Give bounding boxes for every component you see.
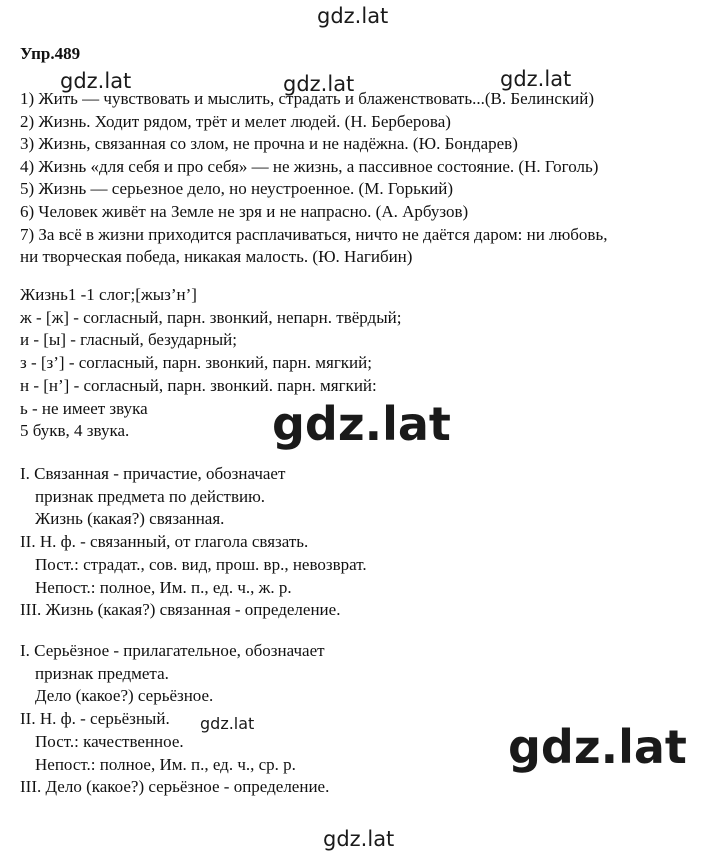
morph-line: II. Н. ф. - связанный, от глагола связать. <box>20 532 309 552</box>
quote-line: 2) Жизнь. Ходит рядом, трёт и мелет людей. (Н. Берберова) <box>20 111 451 131</box>
exercise-title: Упр.489 <box>20 44 81 63</box>
morph-line: Жизнь (какая?) связанная. <box>35 509 225 529</box>
watermark: gdz.lat <box>500 67 572 91</box>
watermark: gdz.lat <box>283 72 355 96</box>
phonetic-line: ь - не имеет звука <box>20 398 148 418</box>
morph-line: II. Н. ф. - серьёзный. <box>20 709 170 729</box>
morph-line: I. Серьёзное - прилагательное, обозначает <box>20 641 325 660</box>
quote-line: 3) Жизнь, связанная со злом, не прочна и не надёжна. (Ю. Бондарев) <box>20 134 518 154</box>
morph-line: Непост.: полное, Им. п., ед. ч., ж. р. <box>35 577 292 597</box>
quote-line: 1) Жить — чувствовать и мыслить, страдать и блаженствовать...(В. Белинский) <box>20 89 595 108</box>
quote-line: 4) Жизнь «для себя и про себя» — не жизнь, а пассивное состояние. (Н. Гоголь) <box>20 156 599 176</box>
watermark: gdz.lat <box>200 714 255 733</box>
phonetic-line: и - [ы] - гласный, безударный; <box>20 330 237 350</box>
morph-line: Пост.: качественное. <box>35 731 184 751</box>
quote-line: 7) За всё в жизни приходится расплачиваться, ничто не даётся даром: ни любовь, <box>20 224 608 244</box>
quote-line: ни творческая победа, никакая малость. (Ю. Нагибин) <box>20 247 413 267</box>
phonetic-line: н - [н’] - согласный, парн. звонкий. парн. мягкий: <box>20 375 377 395</box>
morph-analysis-participle <box>20 463 367 622</box>
quote-line: 6) Человек живёт на Земле не зря и не напрасно. (А. Арбузов) <box>20 201 469 221</box>
morph-line: Пост.: страдат., сов. вид, прош. вр., невозврат. <box>35 554 367 574</box>
watermark: gdz.lat <box>508 720 687 774</box>
morph-line: признак предмета по действию. <box>35 486 266 506</box>
watermark: gdz.lat <box>317 4 389 28</box>
phonetic-line: ж - [ж] - согласный, парн. звонкий, непарн. твёрдый; <box>20 307 402 327</box>
phonetic-line: з - [з’] - согласный, парн. звонкий, парн. мягкий; <box>20 353 372 373</box>
watermark: gdz.lat <box>323 827 395 851</box>
quote-line: 5) Жизнь — серьезное дело, но неустроенное. (М. Горький) <box>20 179 454 199</box>
morph-line: Дело (какое?) серьёзное. <box>35 686 214 706</box>
morph-line: III. Жизнь (какая?) связанная - определение. <box>20 600 341 620</box>
morph-line: I. Связанная - причастие, обозначает <box>20 464 286 483</box>
morph-analysis-adjective <box>20 640 329 799</box>
watermark: gdz.lat <box>60 69 132 93</box>
phonetic-analysis <box>20 284 401 443</box>
watermark: gdz.lat <box>272 397 451 451</box>
phonetic-line: Жизнь1 -1 слог;[жыз’н’] <box>20 285 197 304</box>
quotes-list <box>20 88 607 269</box>
morph-line: III. Дело (какое?) серьёзное - определение. <box>20 777 330 797</box>
phonetic-line: 5 букв, 4 звука. <box>20 421 130 441</box>
morph-line: Непост.: полное, Им. п., ед. ч., ср. р. <box>35 754 296 774</box>
morph-line: признак предмета. <box>35 663 169 683</box>
